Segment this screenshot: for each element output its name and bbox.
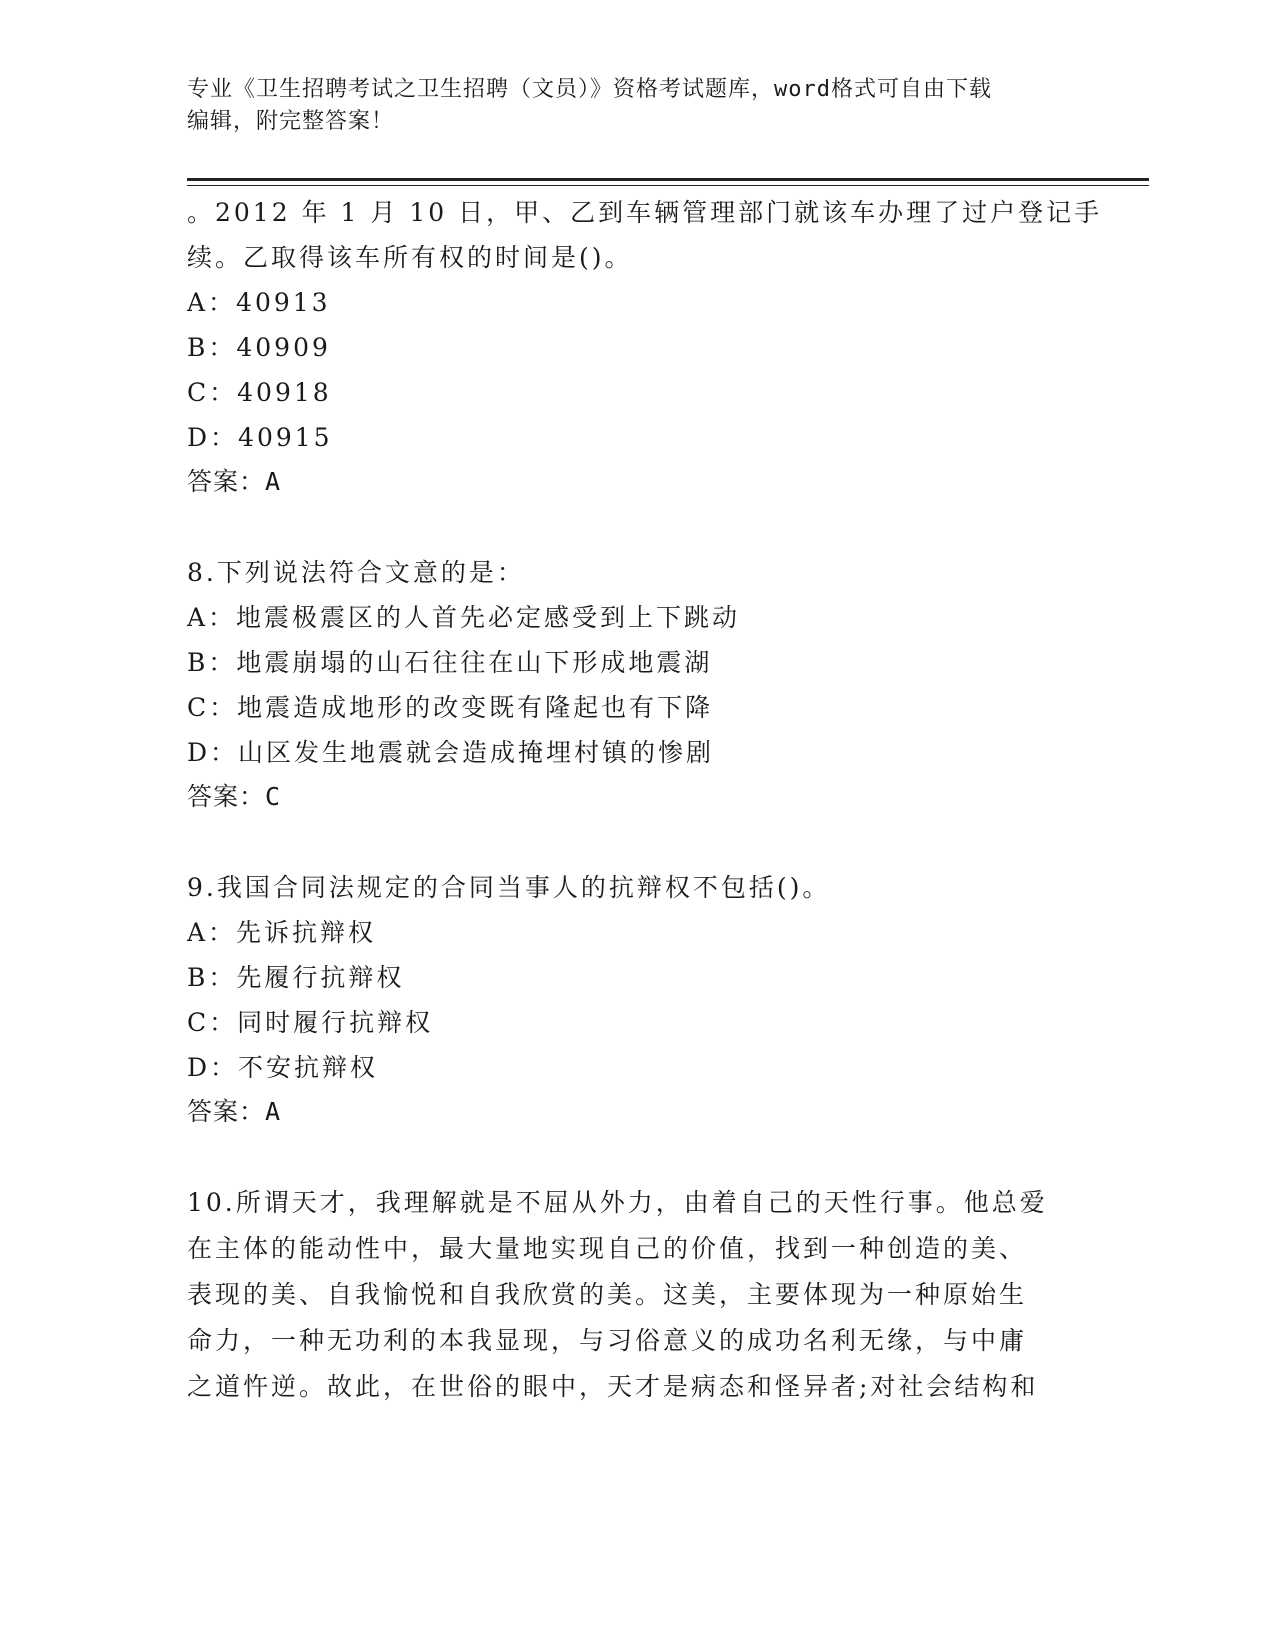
- question-stem-line: 命力，一种无功利的本我显现，与习俗意义的成功名利无缘，与中庸: [187, 1326, 1028, 1355]
- option-c: C：40918: [187, 378, 332, 407]
- option-d: D：山区发生地震就会造成掩埋村镇的惨剧: [187, 738, 715, 767]
- option-b: B：40909: [187, 333, 331, 362]
- question-stem-line: 10.所谓天才，我理解就是不屈从外力，由着自己的天性行事。他总爱: [187, 1188, 1048, 1217]
- question-9: [187, 865, 1087, 1134]
- answer-line: 答案：A: [187, 467, 282, 496]
- question-8: [187, 550, 1087, 819]
- document-header: [187, 74, 1067, 138]
- option-a: A：地震极震区的人首先必定感受到上下跳动: [187, 603, 741, 632]
- question-10: [187, 1180, 1087, 1410]
- question-stem-line: 表现的美、自我愉悦和自我欣赏的美。这美，主要体现为一种原始生: [187, 1280, 1028, 1309]
- question-stem-line: 。2012 年 1 月 10 日，甲、乙到车辆管理部门就该车办理了过户登记手: [187, 198, 1103, 227]
- option-b: B：地震崩塌的山石往往在山下形成地震湖: [187, 648, 713, 677]
- header-line-1: 专业《卫生招聘考试之卫生招聘（文员）》资格考试题库，word格式可自由下载: [187, 77, 992, 102]
- question-stem: 8.下列说法符合文意的是：: [187, 558, 525, 587]
- spacer: [187, 1134, 1087, 1180]
- option-a: A：先诉抗辩权: [187, 918, 377, 947]
- question-stem-line: 续。乙取得该车所有权的时间是()。: [187, 243, 633, 272]
- spacer: [187, 819, 1087, 865]
- question-content: [187, 190, 1103, 1410]
- option-c: C：地震造成地形的改变既有隆起也有下降: [187, 693, 714, 722]
- option-b: B：先履行抗辩权: [187, 963, 405, 992]
- option-d: D：40915: [187, 423, 333, 452]
- question-stem: 9.我国合同法规定的合同当事人的抗辩权不包括()。: [187, 873, 831, 902]
- question-stem-line: 之道忤逆。故此，在世俗的眼中，天才是病态和怪异者;对社会结构和: [187, 1372, 1039, 1401]
- answer-line: 答案：A: [187, 1097, 282, 1126]
- header-line-2: 编辑，附完整答案！: [187, 109, 395, 134]
- header-divider-thin: [187, 185, 1149, 186]
- answer-line: 答案：C: [187, 782, 282, 811]
- spacer: [187, 504, 1087, 550]
- option-d: D：不安抗辩权: [187, 1053, 379, 1082]
- option-a: A：40913: [187, 288, 331, 317]
- header-divider-thick: [187, 178, 1149, 181]
- question-7: [187, 190, 1103, 504]
- option-c: C：同时履行抗辩权: [187, 1008, 434, 1037]
- question-stem-line: 在主体的能动性中，最大量地实现自己的价值，找到一种创造的美、: [187, 1234, 1028, 1263]
